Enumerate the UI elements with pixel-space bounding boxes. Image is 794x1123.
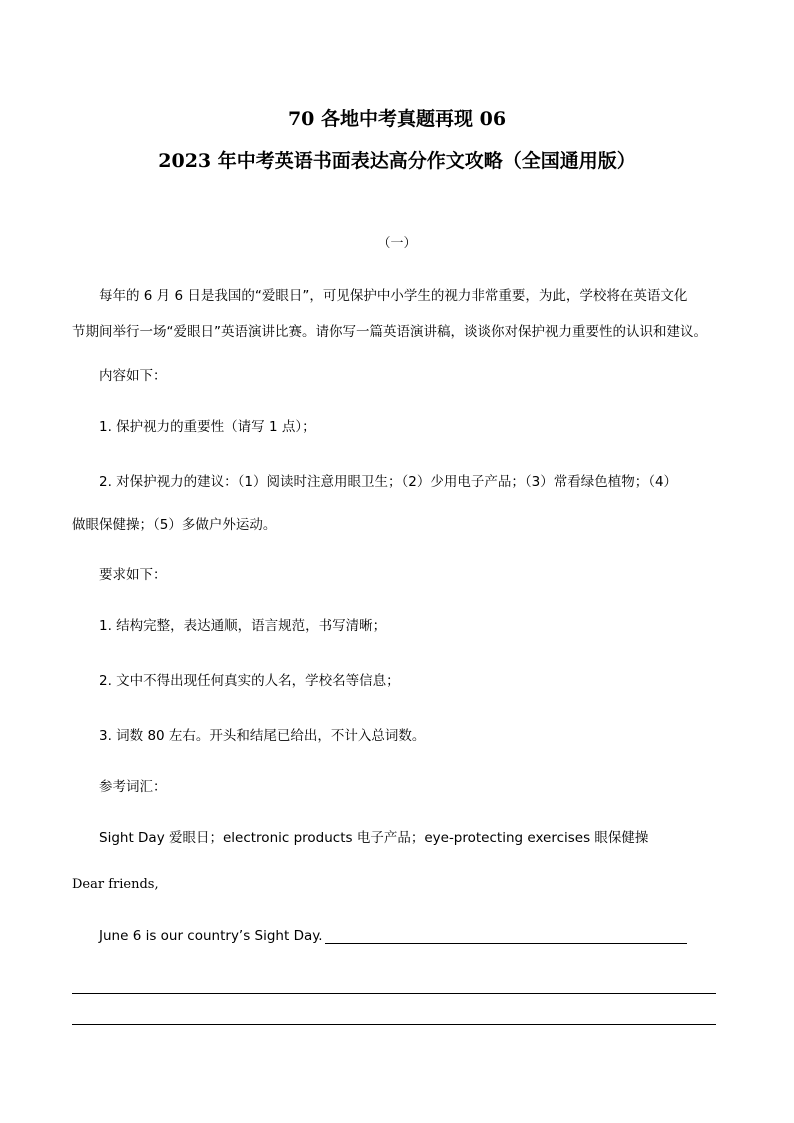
content-heading: 内容如下： [99, 368, 167, 384]
requirement-1: 1. 结构完整，表达通顺，语言规范，书写清晰； [99, 618, 387, 634]
page-title-line2: 2023 年中考英语书面表达高分作文攻略（全国通用版） [158, 150, 636, 172]
answer-blank-inline[interactable] [325, 929, 687, 944]
essay-greeting: Dear friends, [72, 877, 159, 892]
requirement-2: 2. 文中不得出现任何真实的人名，学校名等信息； [99, 673, 400, 689]
page-title-line1: 70 各地中考真题再现 06 [287, 108, 507, 130]
answer-line-2[interactable] [72, 1024, 716, 1025]
prompt-intro-line1: 每年的 6 月 6 日是我国的“爱眼日”，可见保护中小学生的视力非常重要，为此，学校将在英语文化 [99, 288, 688, 304]
section-label: （一） [377, 236, 417, 251]
prompt-intro-line2: 节期间举行一场“爱眼日”英语演讲比赛。请你写一篇英语演讲稿，谈谈你对保护视力重要性的认识和建议。 [72, 324, 707, 340]
essay-opening-row [99, 928, 687, 944]
answer-line-1[interactable] [72, 993, 716, 994]
essay-opening-text: June 6 is our country’s Sight Day. [99, 928, 323, 944]
vocab-heading: 参考词汇： [99, 779, 167, 795]
content-item-2-line2: 做眼保健操；（5）多做户外运动。 [72, 517, 277, 533]
requirement-3: 3. 词数 80 左右。开头和结尾已给出，不计入总词数。 [99, 728, 426, 744]
vocab-line: Sight Day 爱眼日；electronic products 电子产品；eye-protecting exercises 眼保健操 [99, 830, 649, 846]
content-item-2-line1: 2. 对保护视力的建议：（1）阅读时注意用眼卫生；（2）少用电子产品；（3）常看绿色植物；（4） [99, 474, 678, 490]
content-item-1: 1. 保护视力的重要性（请写 1 点）； [99, 419, 316, 435]
requirements-heading: 要求如下： [99, 567, 167, 583]
